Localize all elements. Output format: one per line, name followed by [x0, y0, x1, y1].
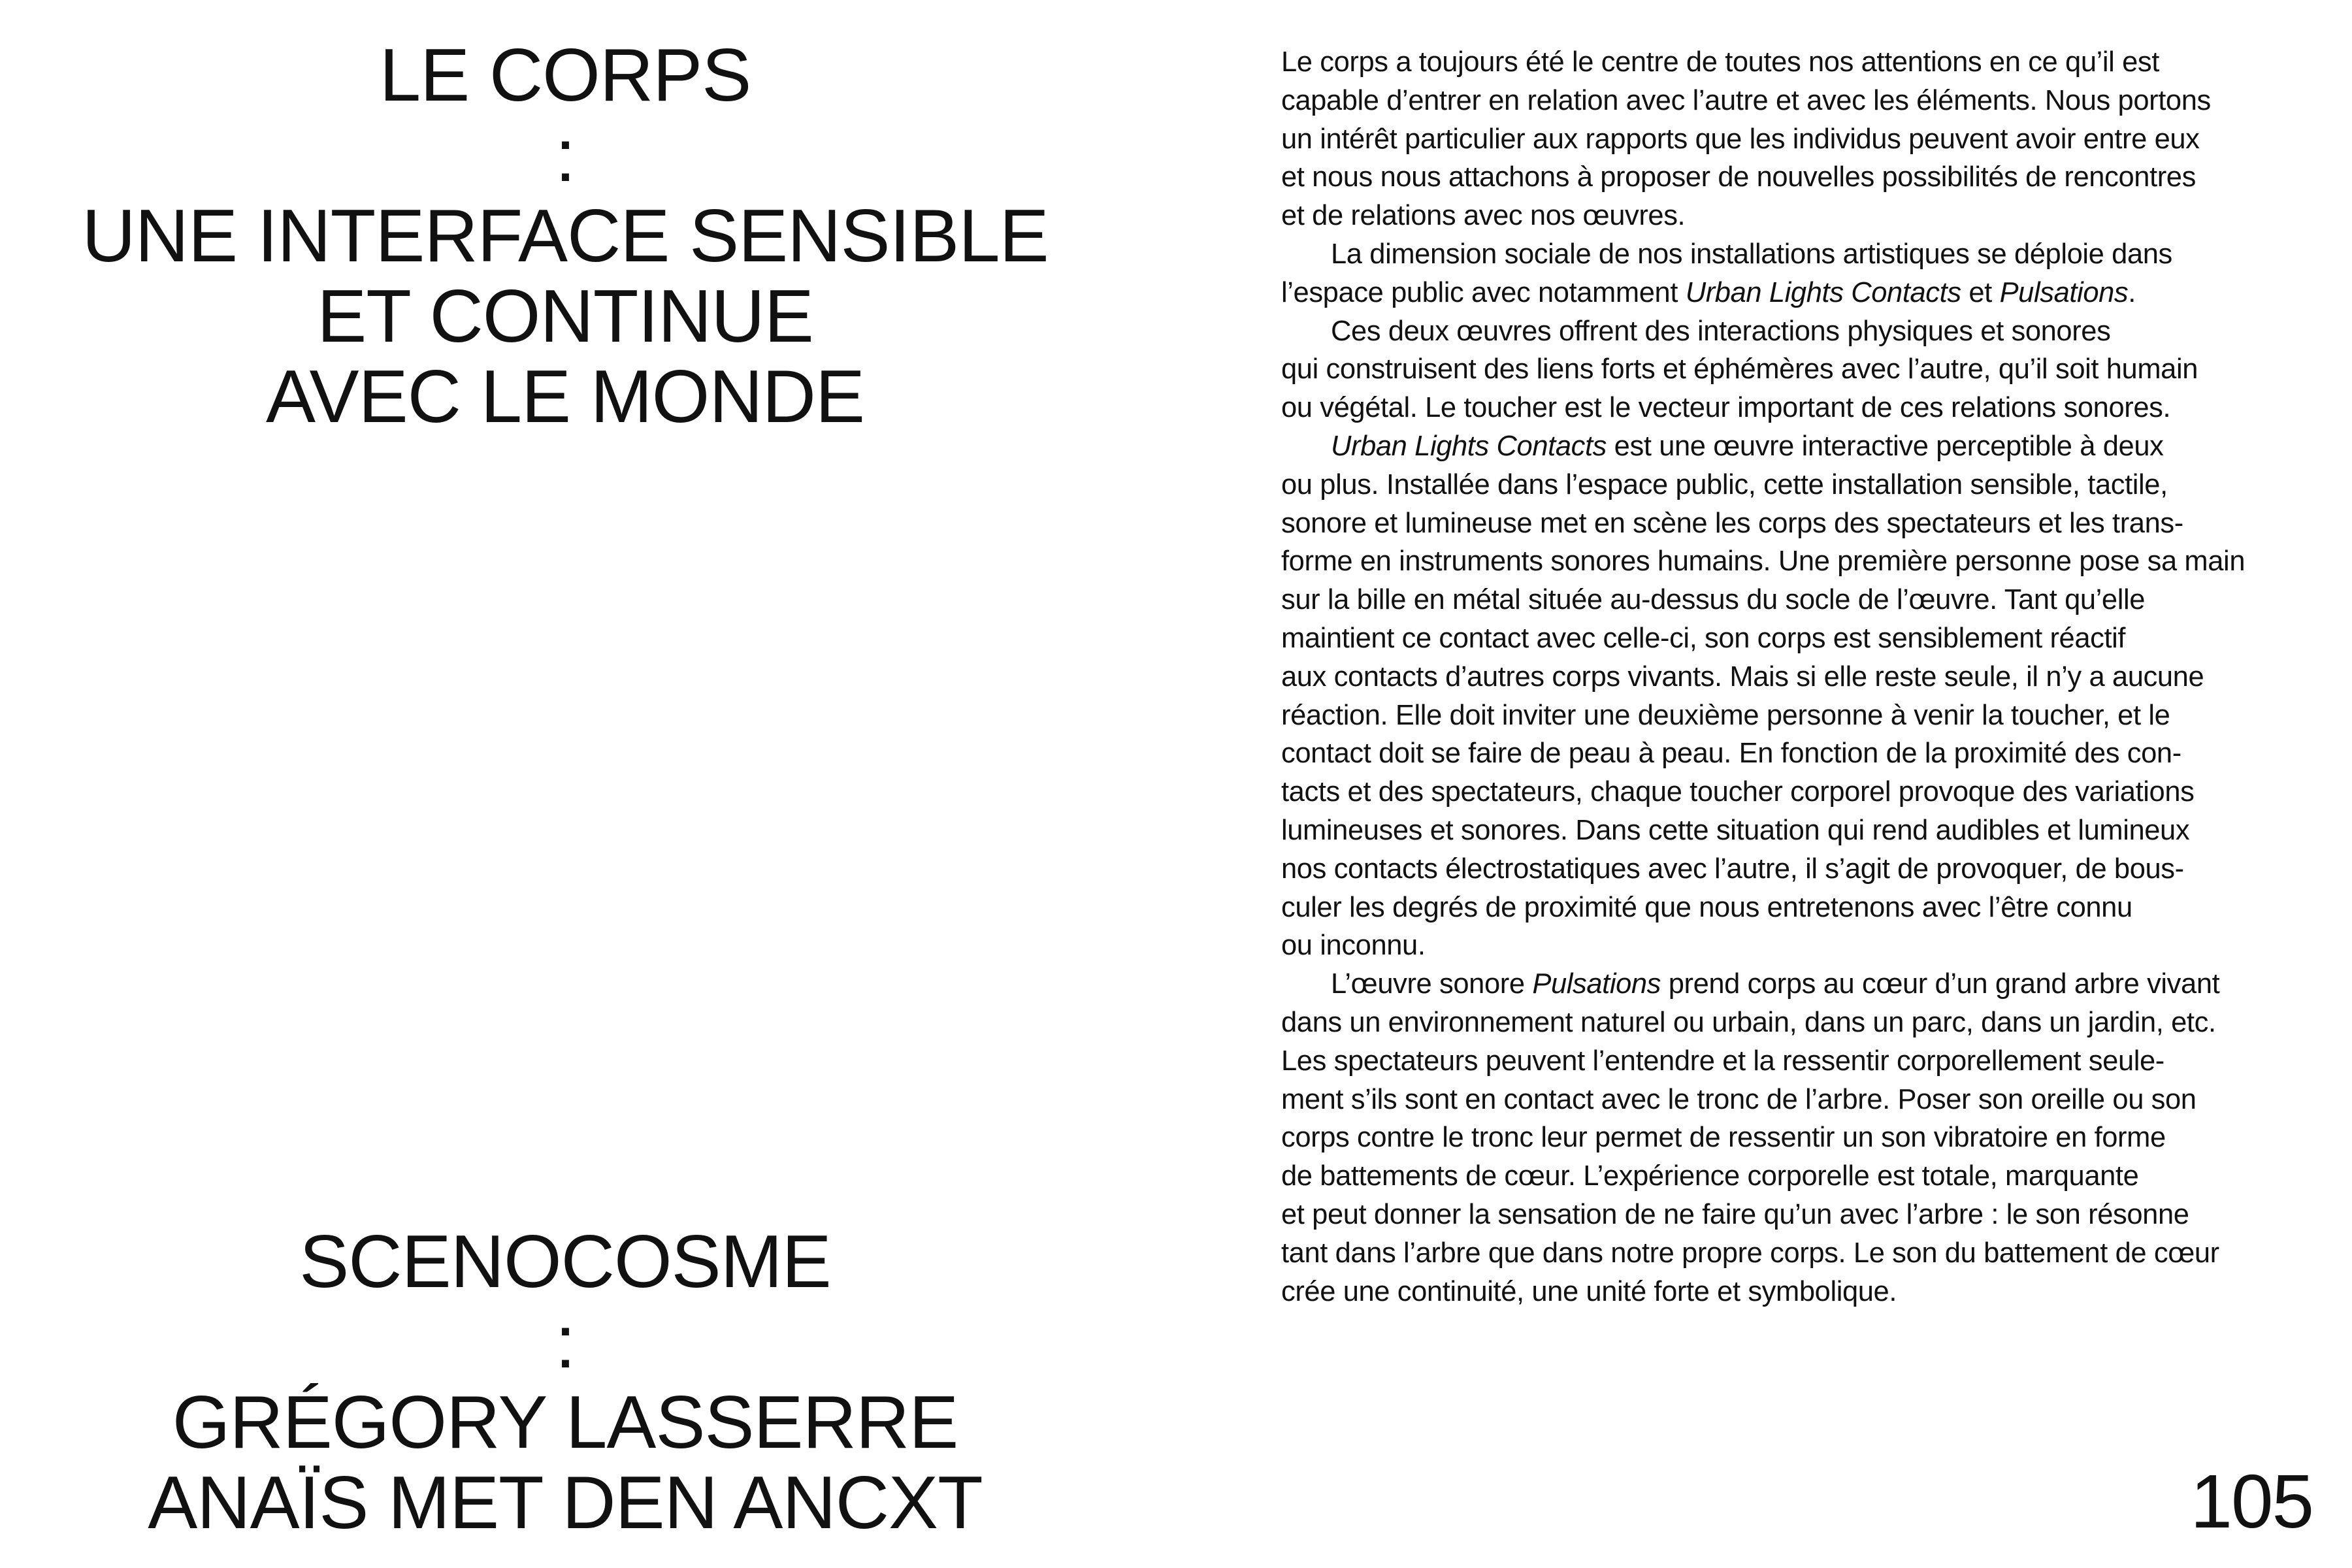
body-line: dans un environnement naturel ou urbain, dans un parc, dans un jardin, etc.	[1281, 1006, 2216, 1038]
heading-line: LE CORPS	[379, 34, 751, 117]
body-line	[1281, 427, 2320, 466]
body-line: et nous nous attachons à proposer de nouvelles possibilités de rencontres	[1281, 161, 2196, 193]
body-line: tacts et des spectateurs, chaque toucher corporel provoque des variations	[1281, 776, 2195, 808]
body-line: ou plus. Installée dans l’espace public, cette installation sensible, tactile,	[1281, 468, 2168, 500]
body-line	[1281, 965, 2320, 1004]
body-line: de battements de cœur. L’expérience corporelle est totale, marquante	[1281, 1160, 2139, 1192]
body-line: aux contacts d’autres corps vivants. Mais si elle reste seule, il n’y a aucune	[1281, 661, 2204, 693]
body-line: capable d’entrer en relation avec l’autre et avec les éléments. Nous portons	[1281, 84, 2211, 116]
body-line: crée une continuité, une unité forte et symbolique.	[1281, 1275, 1897, 1307]
body-line: La dimension sociale de nos installations artistiques se déploie dans	[1331, 238, 2172, 270]
author-colon: :	[555, 1301, 576, 1384]
body-line: Le corps a toujours été le centre de toutes nos attentions en ce qu’il est	[1281, 46, 2159, 78]
body-line: sur la bille en métal située au-dessus du socle de l’œuvre. Tant qu’elle	[1281, 584, 2146, 616]
body-line: nos contacts électrostatiques avec l’autre, il s’agit de provoquer, de bous-	[1281, 853, 2184, 885]
body-segment: prend corps au cœur d’un grand arbre vivant	[1661, 968, 2220, 1000]
body-line: ou inconnu.	[1281, 930, 1426, 962]
body-line	[1281, 274, 2320, 312]
artwork-title: Urban Lights Contacts	[1331, 430, 1607, 462]
body-segment: est une œuvre interactive perceptible à deux	[1607, 430, 2164, 462]
body-text	[1281, 43, 2320, 1311]
heading-colon: :	[555, 114, 576, 197]
body-line: qui construisent des liens forts et éphémères avec l’autre, qu’il soit humain	[1281, 353, 2198, 385]
body-line: contact doit se faire de peau à peau. En fonction de la proximité des con-	[1281, 738, 2181, 770]
body-segment: et	[1961, 276, 2000, 308]
body-line: lumineuses et sonores. Dans cette situation qui rend audibles et lumineux	[1281, 814, 2190, 846]
body-segment: .	[2128, 276, 2136, 308]
author-name: GRÉGORY LASSERRE	[172, 1381, 958, 1464]
body-line: maintient ce contact avec celle-ci, son corps est sensiblement réactif	[1281, 622, 2126, 654]
body-line: culer les degrés de proximité que nous entretenons avec l’être connu	[1281, 891, 2132, 923]
author-name: ANAÏS MET DEN ANCXT	[148, 1462, 983, 1544]
collective-name: SCENOCOSME	[299, 1220, 831, 1303]
body-line: Ces deux œuvres offrent des interactions physiques et sonores	[1331, 315, 2111, 347]
heading-line: AVEC LE MONDE	[265, 355, 865, 438]
page-number: 105	[2190, 1459, 2313, 1544]
body-line: forme en instruments sonores humains. Une première personne pose sa main	[1281, 546, 2246, 578]
author-block	[26, 1222, 1104, 1543]
body-line: réaction. Elle doit inviter une deuxième personne à venir la toucher, et le	[1281, 699, 2170, 731]
body-line: un intérêt particulier aux rapports que les individus peuvent avoir entre eux	[1281, 123, 2200, 155]
body-line: tant dans l’arbre que dans notre propre corps. Le son du battement de cœur	[1281, 1237, 2219, 1269]
body-line: et peut donner la sensation de ne faire qu’un avec l’arbre : le son résonne	[1281, 1198, 2189, 1230]
artwork-title: Pulsations	[1532, 968, 1661, 1000]
artwork-title: Urban Lights Contacts	[1685, 276, 1961, 308]
body-line: ou végétal. Le toucher est le vecteur important de ces relations sonores.	[1281, 392, 2171, 424]
body-segment: L’œuvre sonore	[1331, 968, 1533, 1000]
body-line: corps contre le tronc leur permet de ressentir un son vibratoire en forme	[1281, 1122, 2166, 1154]
heading-line: ET CONTINUE	[317, 275, 813, 358]
body-line: sonore et lumineuse met en scène les corps des spectateurs et les trans-	[1281, 507, 2183, 539]
artwork-title: Pulsations	[1999, 276, 2129, 308]
body-line: ment s’ils sont en contact avec le tronc de l’arbre. Poser son oreille ou son	[1281, 1083, 2197, 1115]
heading-line: UNE INTERFACE SENSIBLE	[82, 195, 1049, 278]
body-line: et de relations avec nos œuvres.	[1281, 200, 1686, 232]
chapter-heading	[26, 35, 1104, 437]
body-segment: l’espace public avec notamment	[1281, 276, 1686, 308]
body-line: Les spectateurs peuvent l’entendre et la ressentir corporellement seule-	[1281, 1045, 2164, 1077]
